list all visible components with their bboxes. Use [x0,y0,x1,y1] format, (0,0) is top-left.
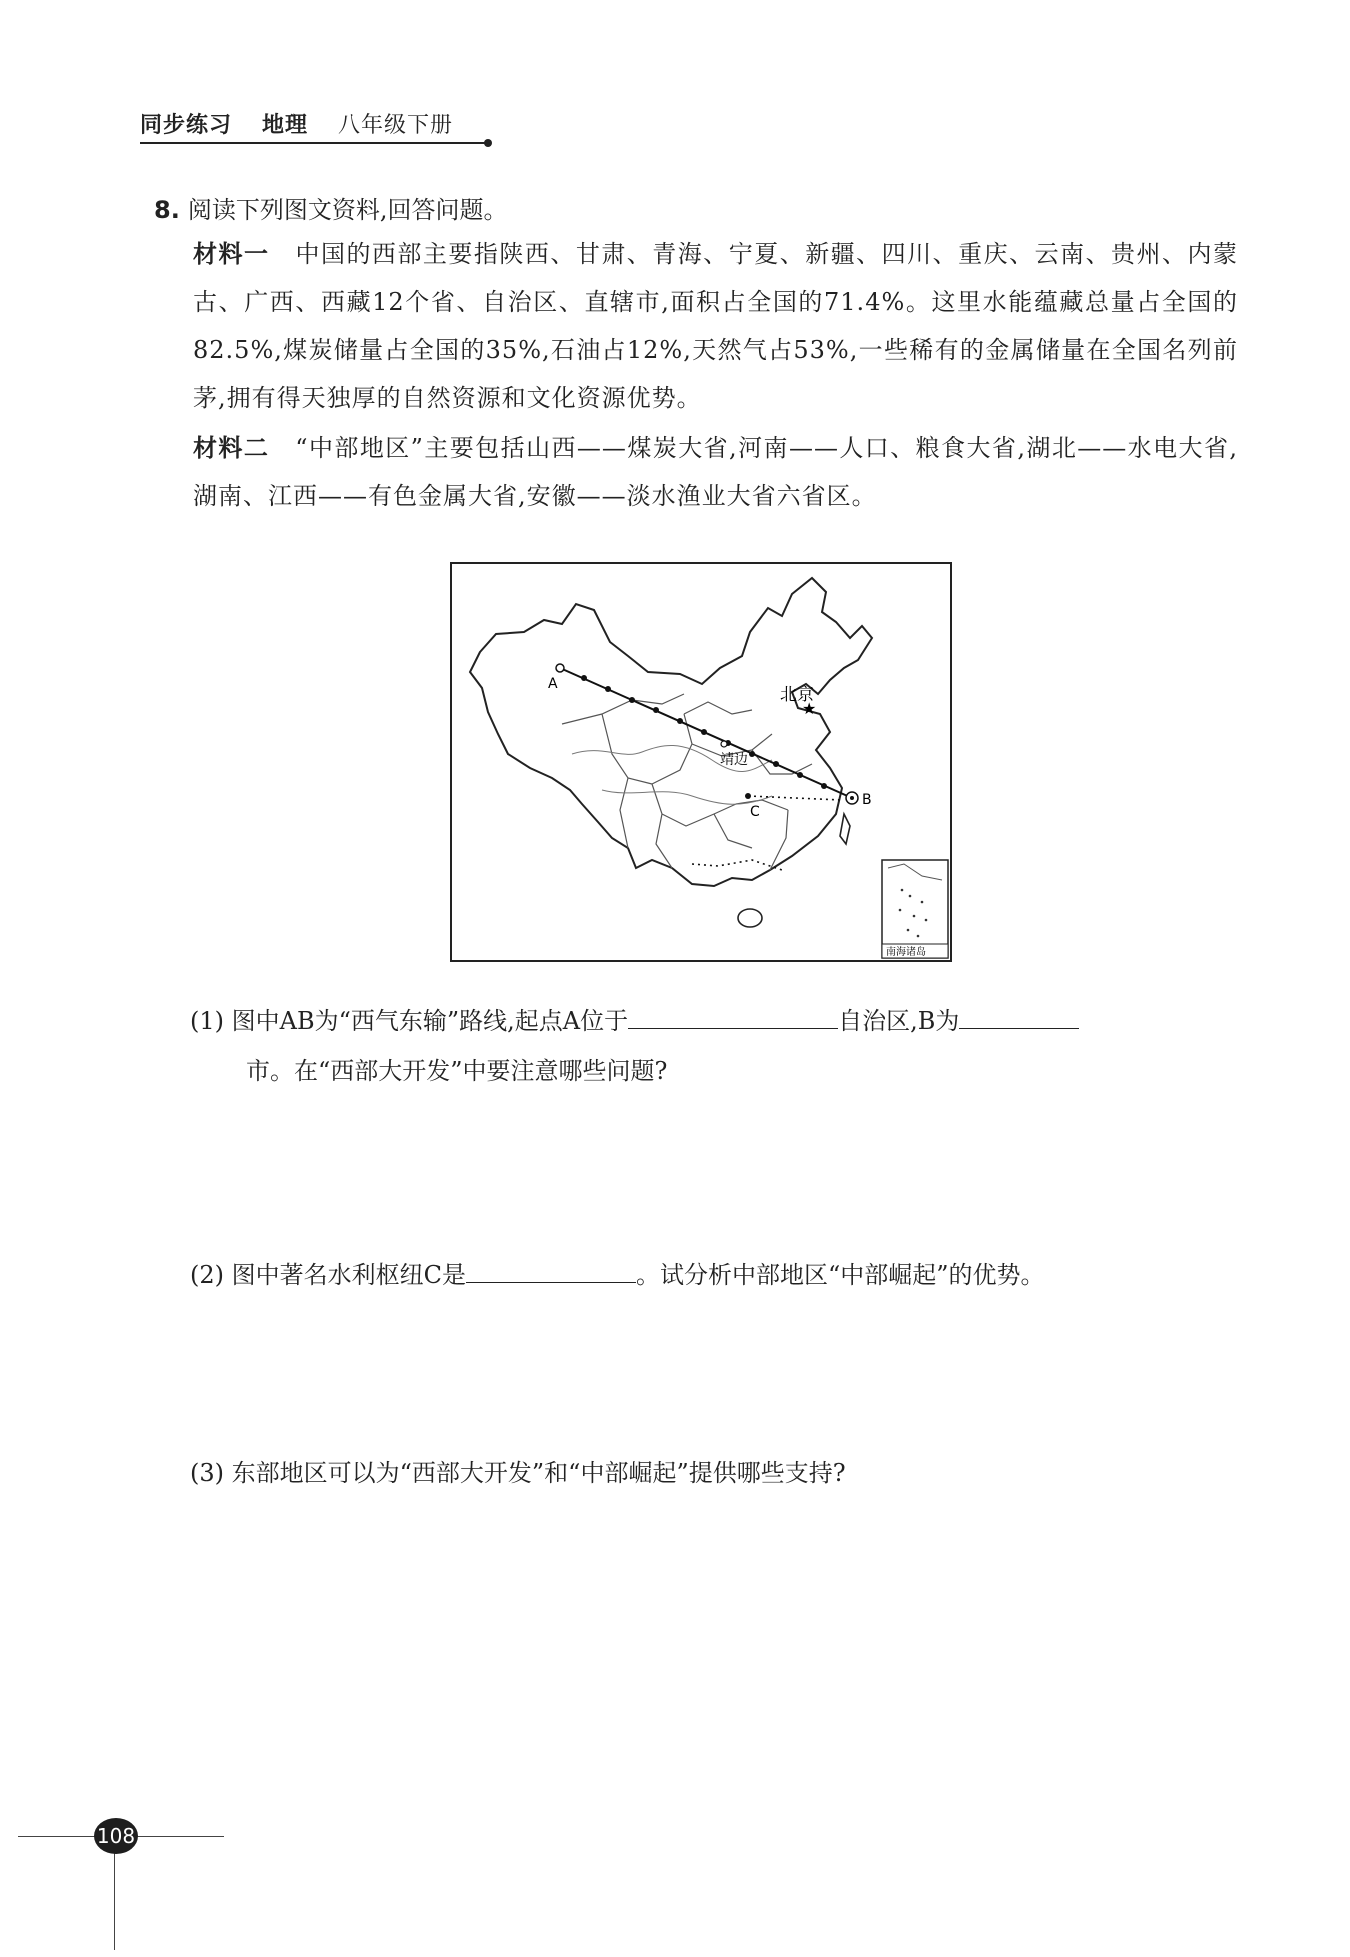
sub-question-one-text-a: 图中AB为“西气东输”路线,起点A位于 [231,1007,629,1035]
point-b-label: B [862,792,872,808]
material-two-label: 材料二 [193,434,270,462]
header-rule-dot [484,139,492,147]
page-number-vertical-rule [114,1850,115,1950]
dotted-route-two [692,860,782,870]
hainan-island [738,909,762,927]
question-number: 8. [154,196,180,224]
material-two [193,424,1238,520]
point-a-label: A [548,676,558,692]
jingbian-label: 靖边 [720,752,748,768]
sub-question-two [190,1250,1240,1300]
inset-label: 南海诸岛 [886,947,926,958]
material-one-label: 材料一 [193,240,270,268]
sub-question-one-text-b: 自治区,B为 [838,1007,960,1035]
china-map-figure [450,562,952,962]
answer-blank-hydro-project[interactable] [466,1254,636,1283]
question-title [154,190,507,225]
sub-question-two-number: (2) [190,1261,224,1289]
book-series: 同步练习 [140,113,233,138]
sub-question-two-text-b: 。试分析中部地区“中部崛起”的优势。 [636,1261,1045,1289]
point-a-marker [556,664,564,672]
sub-question-one-number: (1) [190,1007,224,1035]
material-one-text: 中国的西部主要指陕西、甘肃、青海、宁夏、新疆、四川、重庆、云南、贵州、内蒙古、广西、西藏12个省、自治区、直辖市,面积占全国的71.4%。这里水能蕴藏总量占全国的82.5%,煤炭储量占全国的35%,石油占12%,天然气占53%,一些稀有的金属储量在全国名列前茅,拥有得天独厚的自然资源和文化资源优势。 [193,240,1239,412]
question-prompt: 阅读下列图文资料,回答问题。 [187,196,508,224]
taiwan-island [840,814,850,844]
page-header [140,108,453,139]
jingbian-marker [721,741,727,747]
china-map-svg [452,564,950,960]
sub-question-three-text: 东部地区可以为“西部大开发”和“中部崛起”提供哪些支持? [231,1459,846,1487]
header-rule [140,142,488,144]
sub-question-one [190,996,1240,1096]
beijing-label: 北京 [780,685,814,705]
province-boundaries [562,694,812,870]
beijing-star-icon: ★ [802,699,817,718]
point-c-label: C [750,804,760,820]
sub-question-three [190,1448,1240,1498]
answer-blank-city[interactable] [959,1000,1079,1029]
answer-blank-region[interactable] [628,1000,838,1029]
sub-question-two-text-a: 图中著名水利枢纽C是 [231,1261,467,1289]
sub-question-three-number: (3) [190,1459,224,1487]
south-china-sea-inset [882,860,948,958]
book-subject: 地理 [262,113,309,138]
page-number: 108 [94,1818,138,1854]
material-two-text: “中部地区”主要包括山西——煤炭大省,河南——人口、粮食大省,湖北——水电大省,湖南、江西——有色金属大省,安徽——淡水渔业大省六省区。 [193,434,1238,510]
china-outline [470,578,872,886]
book-grade: 八年级下册 [338,113,454,138]
material-one [193,230,1238,422]
sub-question-one-text-c: 市。在“西部大开发”中要注意哪些问题? [246,1057,668,1085]
